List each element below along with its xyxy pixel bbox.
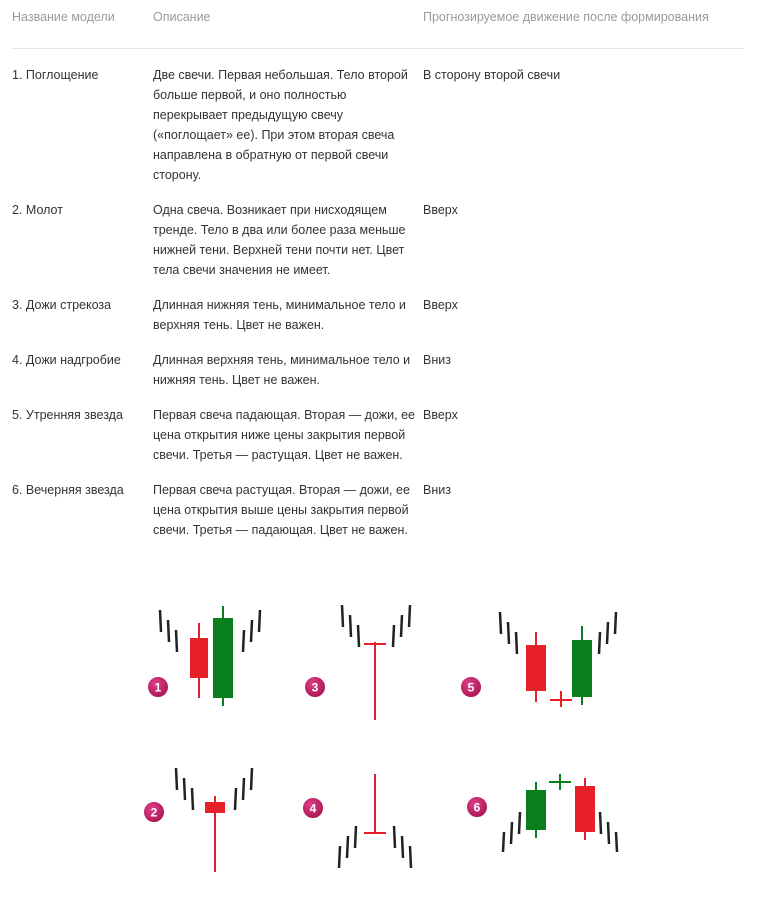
trend-ticks-right — [393, 605, 410, 647]
badge-3 — [304, 676, 326, 698]
svg-text:2: 2 — [150, 805, 158, 820]
candle-bearish — [190, 623, 208, 698]
candle-bullish — [213, 606, 233, 706]
badge-5 — [460, 676, 482, 698]
pattern-morning-star — [460, 612, 616, 707]
pattern-evening-star — [466, 774, 617, 852]
badge-6 — [466, 796, 488, 818]
table-row — [12, 295, 743, 350]
candle-bearish — [526, 632, 546, 702]
trend-ticks-left — [339, 826, 356, 868]
hammer-candle — [205, 796, 225, 872]
doji-candle — [550, 691, 572, 707]
table-row — [12, 65, 743, 200]
candle-bearish — [575, 778, 595, 840]
row-model-name: 3. Дожи стрекоза — [12, 298, 112, 312]
svg-text:4: 4 — [309, 801, 317, 816]
svg-text:6: 6 — [473, 800, 481, 815]
header-description: Описание — [153, 10, 211, 24]
row-model-name: 5. Утренняя звезда — [12, 408, 123, 422]
trend-ticks-right — [600, 812, 617, 852]
table-row — [12, 480, 743, 555]
table-row — [12, 200, 743, 295]
pattern-engulfing — [147, 606, 260, 706]
trend-ticks-right — [243, 610, 260, 652]
badge-1 — [147, 676, 169, 698]
pattern-hammer — [143, 768, 252, 872]
table-header — [12, 0, 743, 49]
row-description: Длинная нижняя тень, минимальное тело и верхняя тень. Цвет не важен. — [153, 298, 406, 332]
doji-candle — [549, 774, 571, 790]
table-row — [12, 405, 743, 480]
trend-ticks-right — [394, 826, 411, 868]
candle-bullish — [526, 782, 546, 838]
table-row — [12, 350, 743, 405]
row-description: Первая свеча растущая. Вторая — дожи, ее цена открытия выше цены закрытия первой свечи. Третья — падающая. Цвет не важен. — [153, 483, 410, 537]
trend-ticks-left — [160, 610, 177, 652]
candle-bullish — [572, 626, 592, 705]
row-model-name: 1. Поглощение — [12, 68, 99, 82]
pattern-dragonfly-doji — [304, 605, 410, 720]
svg-text:5: 5 — [467, 680, 475, 695]
row-predicted-move: Вверх — [423, 298, 458, 312]
row-model-name: 4. Дожи надгробие — [12, 353, 121, 367]
row-description: Длинная верхняя тень, минимальное тело и нижняя тень. Цвет не важен. — [153, 353, 411, 387]
header-predicted-move: Прогнозируемое движение после формирования — [423, 10, 709, 24]
row-predicted-move: Вниз — [423, 483, 451, 497]
header-model-name: Название модели — [12, 10, 115, 24]
row-predicted-move: В сторону второй свечи — [423, 68, 561, 82]
row-description: Одна свеча. Возникает при нисходящем тренде. Тело в два или более раза меньше нижней тени. Верхней тени почти нет. Цвет тела свечи значения не имеет. — [153, 203, 406, 277]
badge-2 — [143, 801, 165, 823]
pattern-gravestone-doji — [302, 774, 411, 868]
row-predicted-move: Вниз — [423, 353, 451, 367]
patterns-illustration — [130, 590, 630, 890]
doji-candle — [364, 642, 386, 720]
row-predicted-move: Вверх — [423, 408, 458, 422]
svg-text:3: 3 — [311, 680, 319, 695]
trend-ticks-left — [500, 612, 517, 654]
trend-ticks-right — [599, 612, 616, 654]
row-description: Первая свеча падающая. Вторая — дожи, ее цена открытия ниже цены закрытия первой свечи. Третья — растущая. Цвет не важен. — [153, 408, 415, 462]
trend-ticks-left — [342, 605, 359, 647]
row-model-name: 2. Молот — [12, 203, 63, 217]
trend-ticks-left — [503, 812, 520, 852]
candlestick-patterns-figure — [130, 590, 630, 890]
row-description: Две свечи. Первая небольшая. Тело второй больше первой, и оно полностью перекрывает предыдущую свечу («поглощает» ее). При этом вторая свеча направлена в обратную от первой свечи сторону. — [153, 68, 408, 182]
row-model-name: 6. Вечерняя звезда — [12, 483, 124, 497]
row-predicted-move: Вверх — [423, 203, 458, 217]
trend-ticks-left — [176, 768, 193, 810]
badge-4 — [302, 797, 324, 819]
patterns-table — [12, 0, 743, 555]
doji-candle — [364, 774, 386, 834]
svg-text:1: 1 — [154, 680, 162, 695]
trend-ticks-right — [235, 768, 252, 810]
